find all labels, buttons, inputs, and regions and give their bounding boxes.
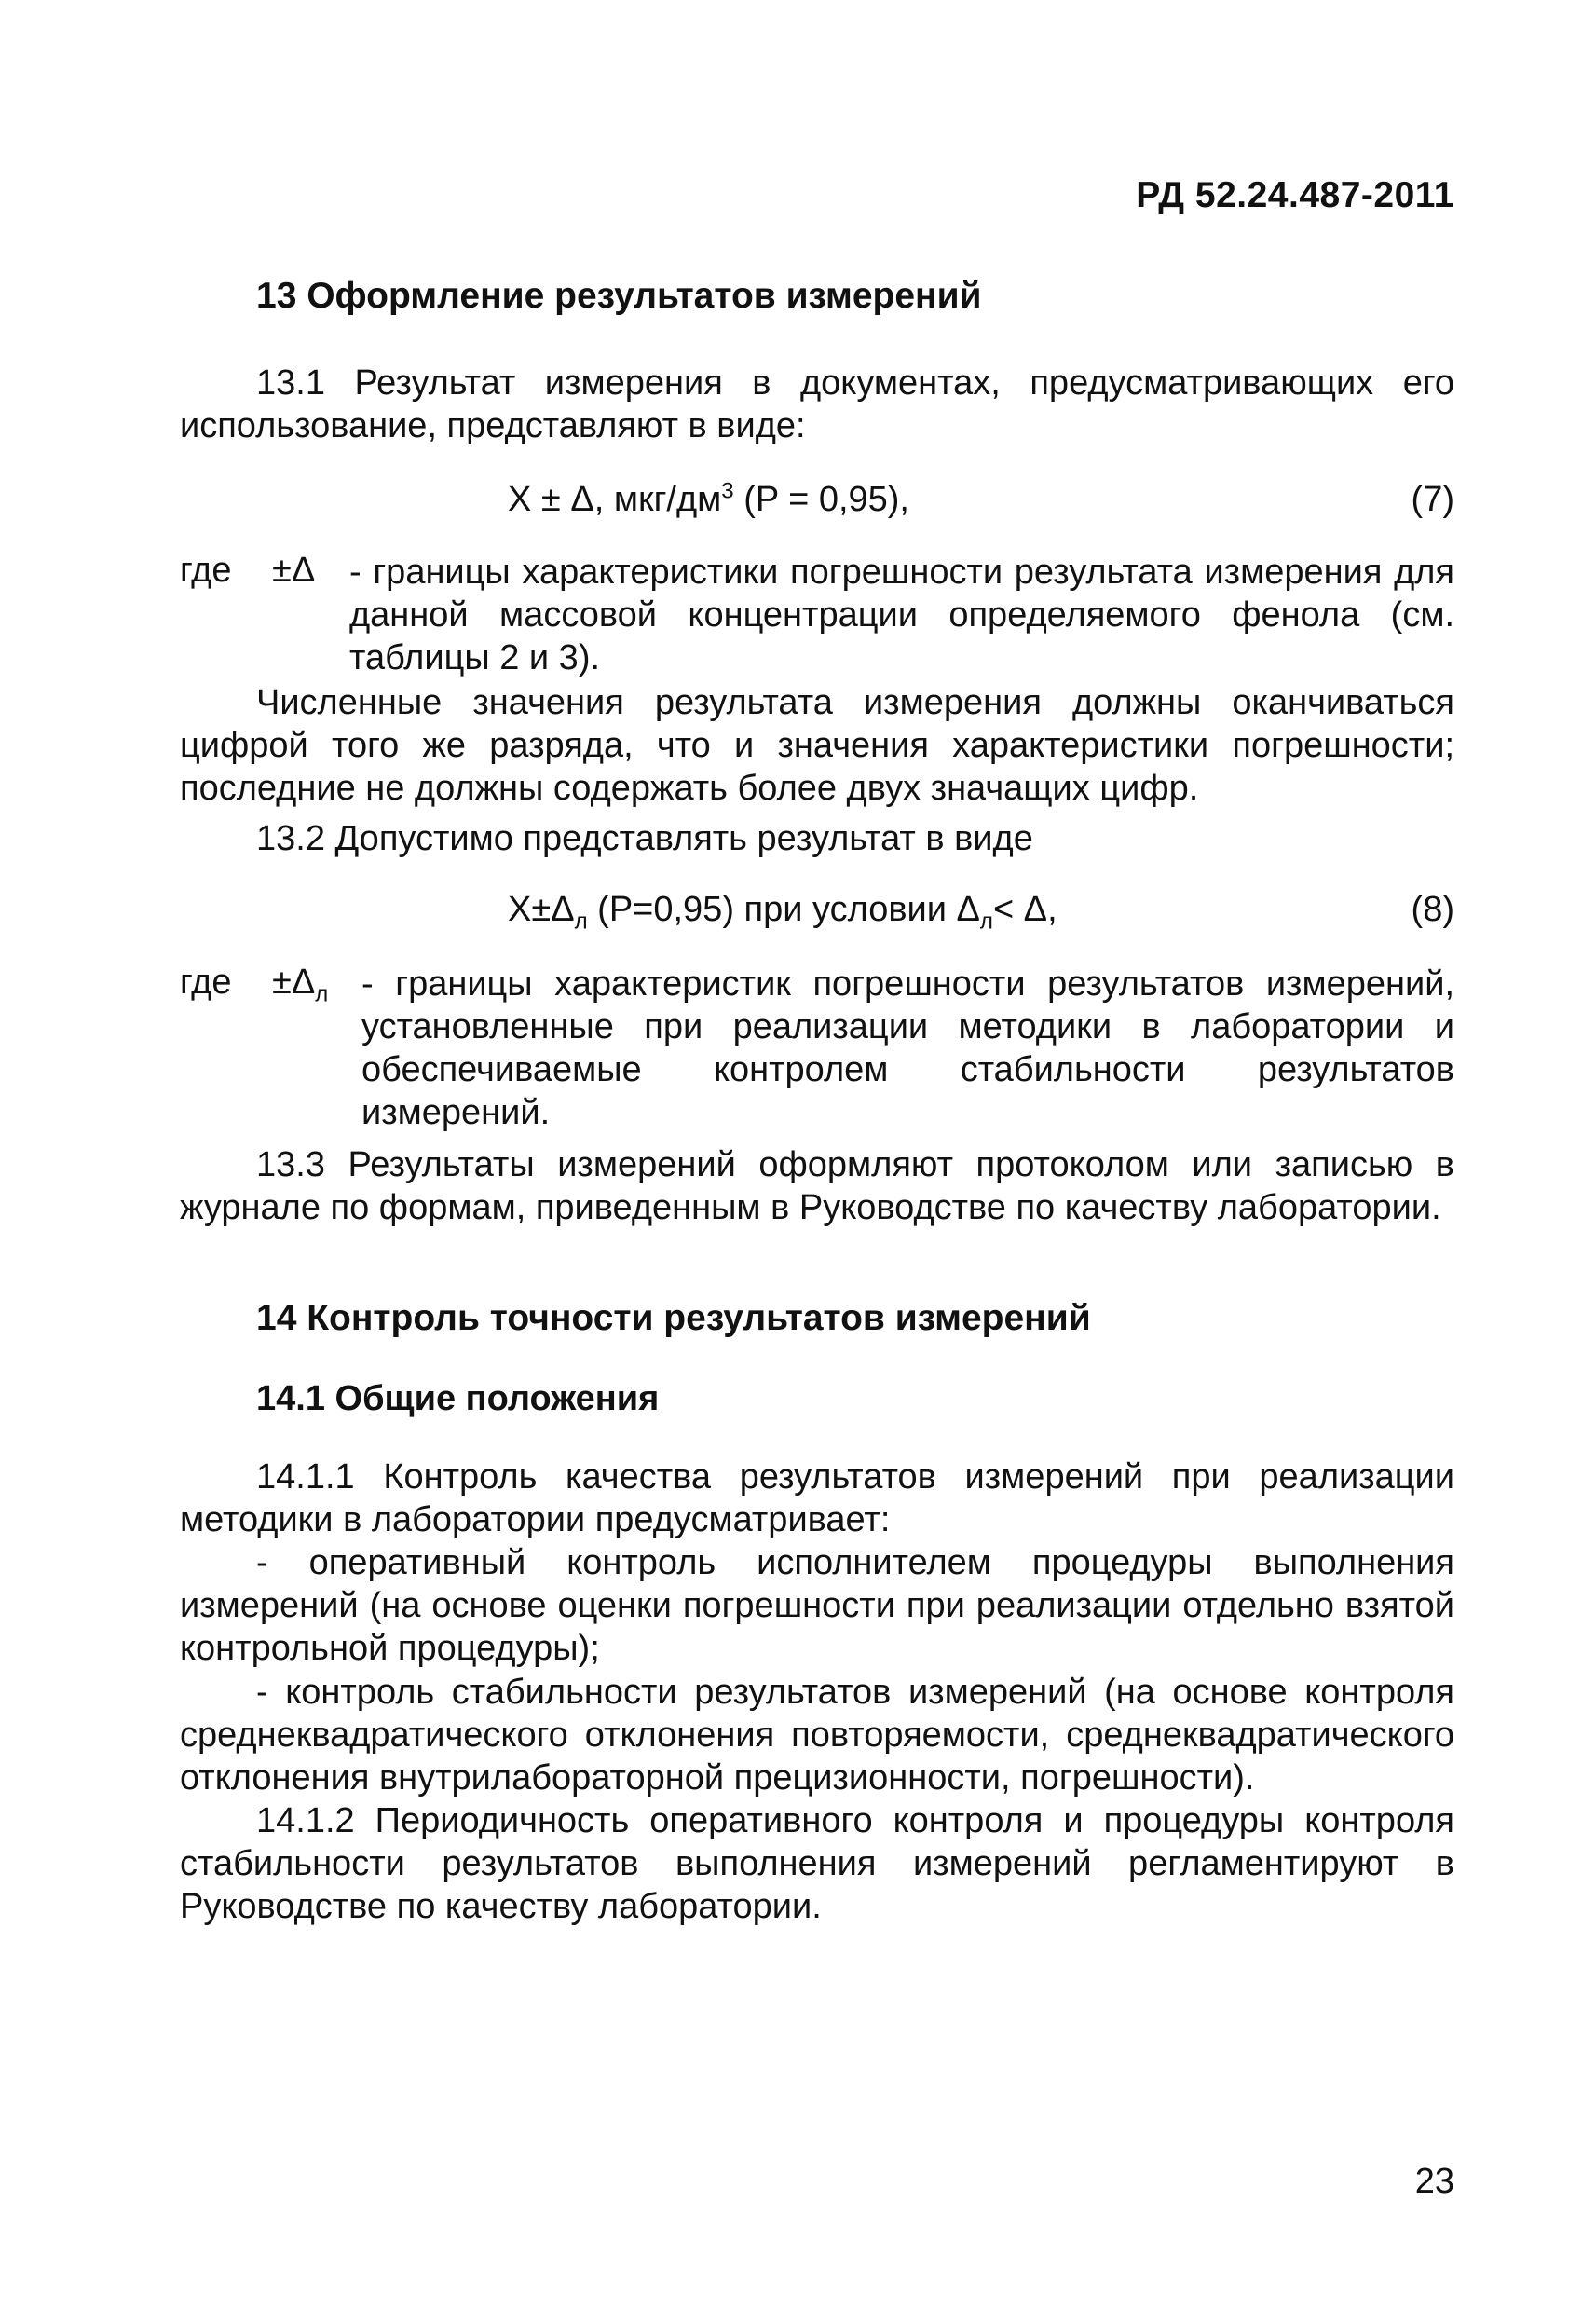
where-2-symbol-text: ±Δ: [272, 963, 316, 1002]
where-2-description-text: - границы характеристик погрешности результатов измерений, установленные при реализации методики в лаборатории и обеспечиваемые контролем стабильности результатов измерений.: [361, 964, 1454, 1132]
formula-8-sub-2: л: [979, 909, 993, 935]
where-2-symbol: [272, 963, 329, 1007]
where-1-symbol: ±Δ: [272, 551, 316, 590]
section-14-title: 14 Контроль точности результатов измерений: [256, 1298, 1091, 1338]
paragraph-13-2: 13.2 Допустимо представлять результат в виде: [256, 819, 1033, 858]
subsection-14-1-title: 14.1 Общие положения: [256, 1379, 660, 1418]
formula-8-main: X±Δ: [508, 890, 575, 929]
paragraph-14-1-2: 14.1.2 Периодичность оперативного контроля и процедуры контроля стабильности результатов выполнения измерений регламентируют в Руководстве по качеству лаборатории.: [180, 1801, 1454, 1926]
formula-8: [508, 890, 1057, 935]
where-2-symbol-sub: л: [315, 981, 329, 1007]
formula-7: [508, 480, 909, 520]
bullet-operational-control: - оперативный контроль исполнителем процедуры выполнения измерений (на основе оценки погрешности при реализации отдельно взятой контрольной процедуры);: [180, 1543, 1454, 1668]
formula-8-condition: (P=0,95) при условии Δ: [587, 890, 980, 929]
formula-8-tail: < Δ,: [992, 890, 1057, 929]
paragraph-13-3: 13.3 Результаты измерений оформляют протоколом или записью в журнале по формам, приведенным в Руководстве по качеству лаборатории.: [180, 1145, 1454, 1227]
document-code: РД 52.24.487-2011: [1136, 175, 1454, 215]
section-13-title: 13 Оформление результатов измерений: [256, 276, 982, 316]
formula-8-number: (8): [1411, 890, 1454, 929]
formula-7-number: (7): [1411, 480, 1454, 519]
where-1-description: [349, 551, 1454, 679]
formula-7-exponent: 3: [721, 478, 734, 504]
paragraph-numeric-values: Численные значения результата измерения должны оканчиваться цифрой того же разряда, что и значения характеристики погрешности; последние не должны содержать более двух значащих цифр.: [180, 683, 1454, 808]
where-label-2: где: [180, 963, 232, 1002]
paragraph-13-1: 13.1 Результат измерения в документах, предусматривающих его использование, представляют в виде:: [180, 363, 1454, 445]
where-1-description-text: - границы характеристики погрешности результата измерения для данной массовой концентрации определяемого фенола (см. таблицы 2 и 3).: [349, 553, 1454, 677]
where-label-1: где: [180, 551, 232, 590]
formula-8-sub-1: л: [574, 909, 588, 935]
formula-7-condition: (P = 0,95),: [733, 480, 909, 519]
page-number: 23: [1414, 2162, 1454, 2201]
paragraph-14-1-1: 14.1.1 Контроль качества результатов измерений при реализации методики в лаборатории предусматривает:: [180, 1457, 1454, 1539]
bullet-stability-control: - контроль стабильности результатов измерений (на основе контроля среднеквадратического отклонения повторяемости, среднеквадратического отклонения внутрилабораторной прецизионности, погрешности).: [180, 1673, 1454, 1797]
formula-7-main: X ± Δ, мкг/дм: [508, 480, 722, 519]
where-2-description: [361, 963, 1454, 1134]
